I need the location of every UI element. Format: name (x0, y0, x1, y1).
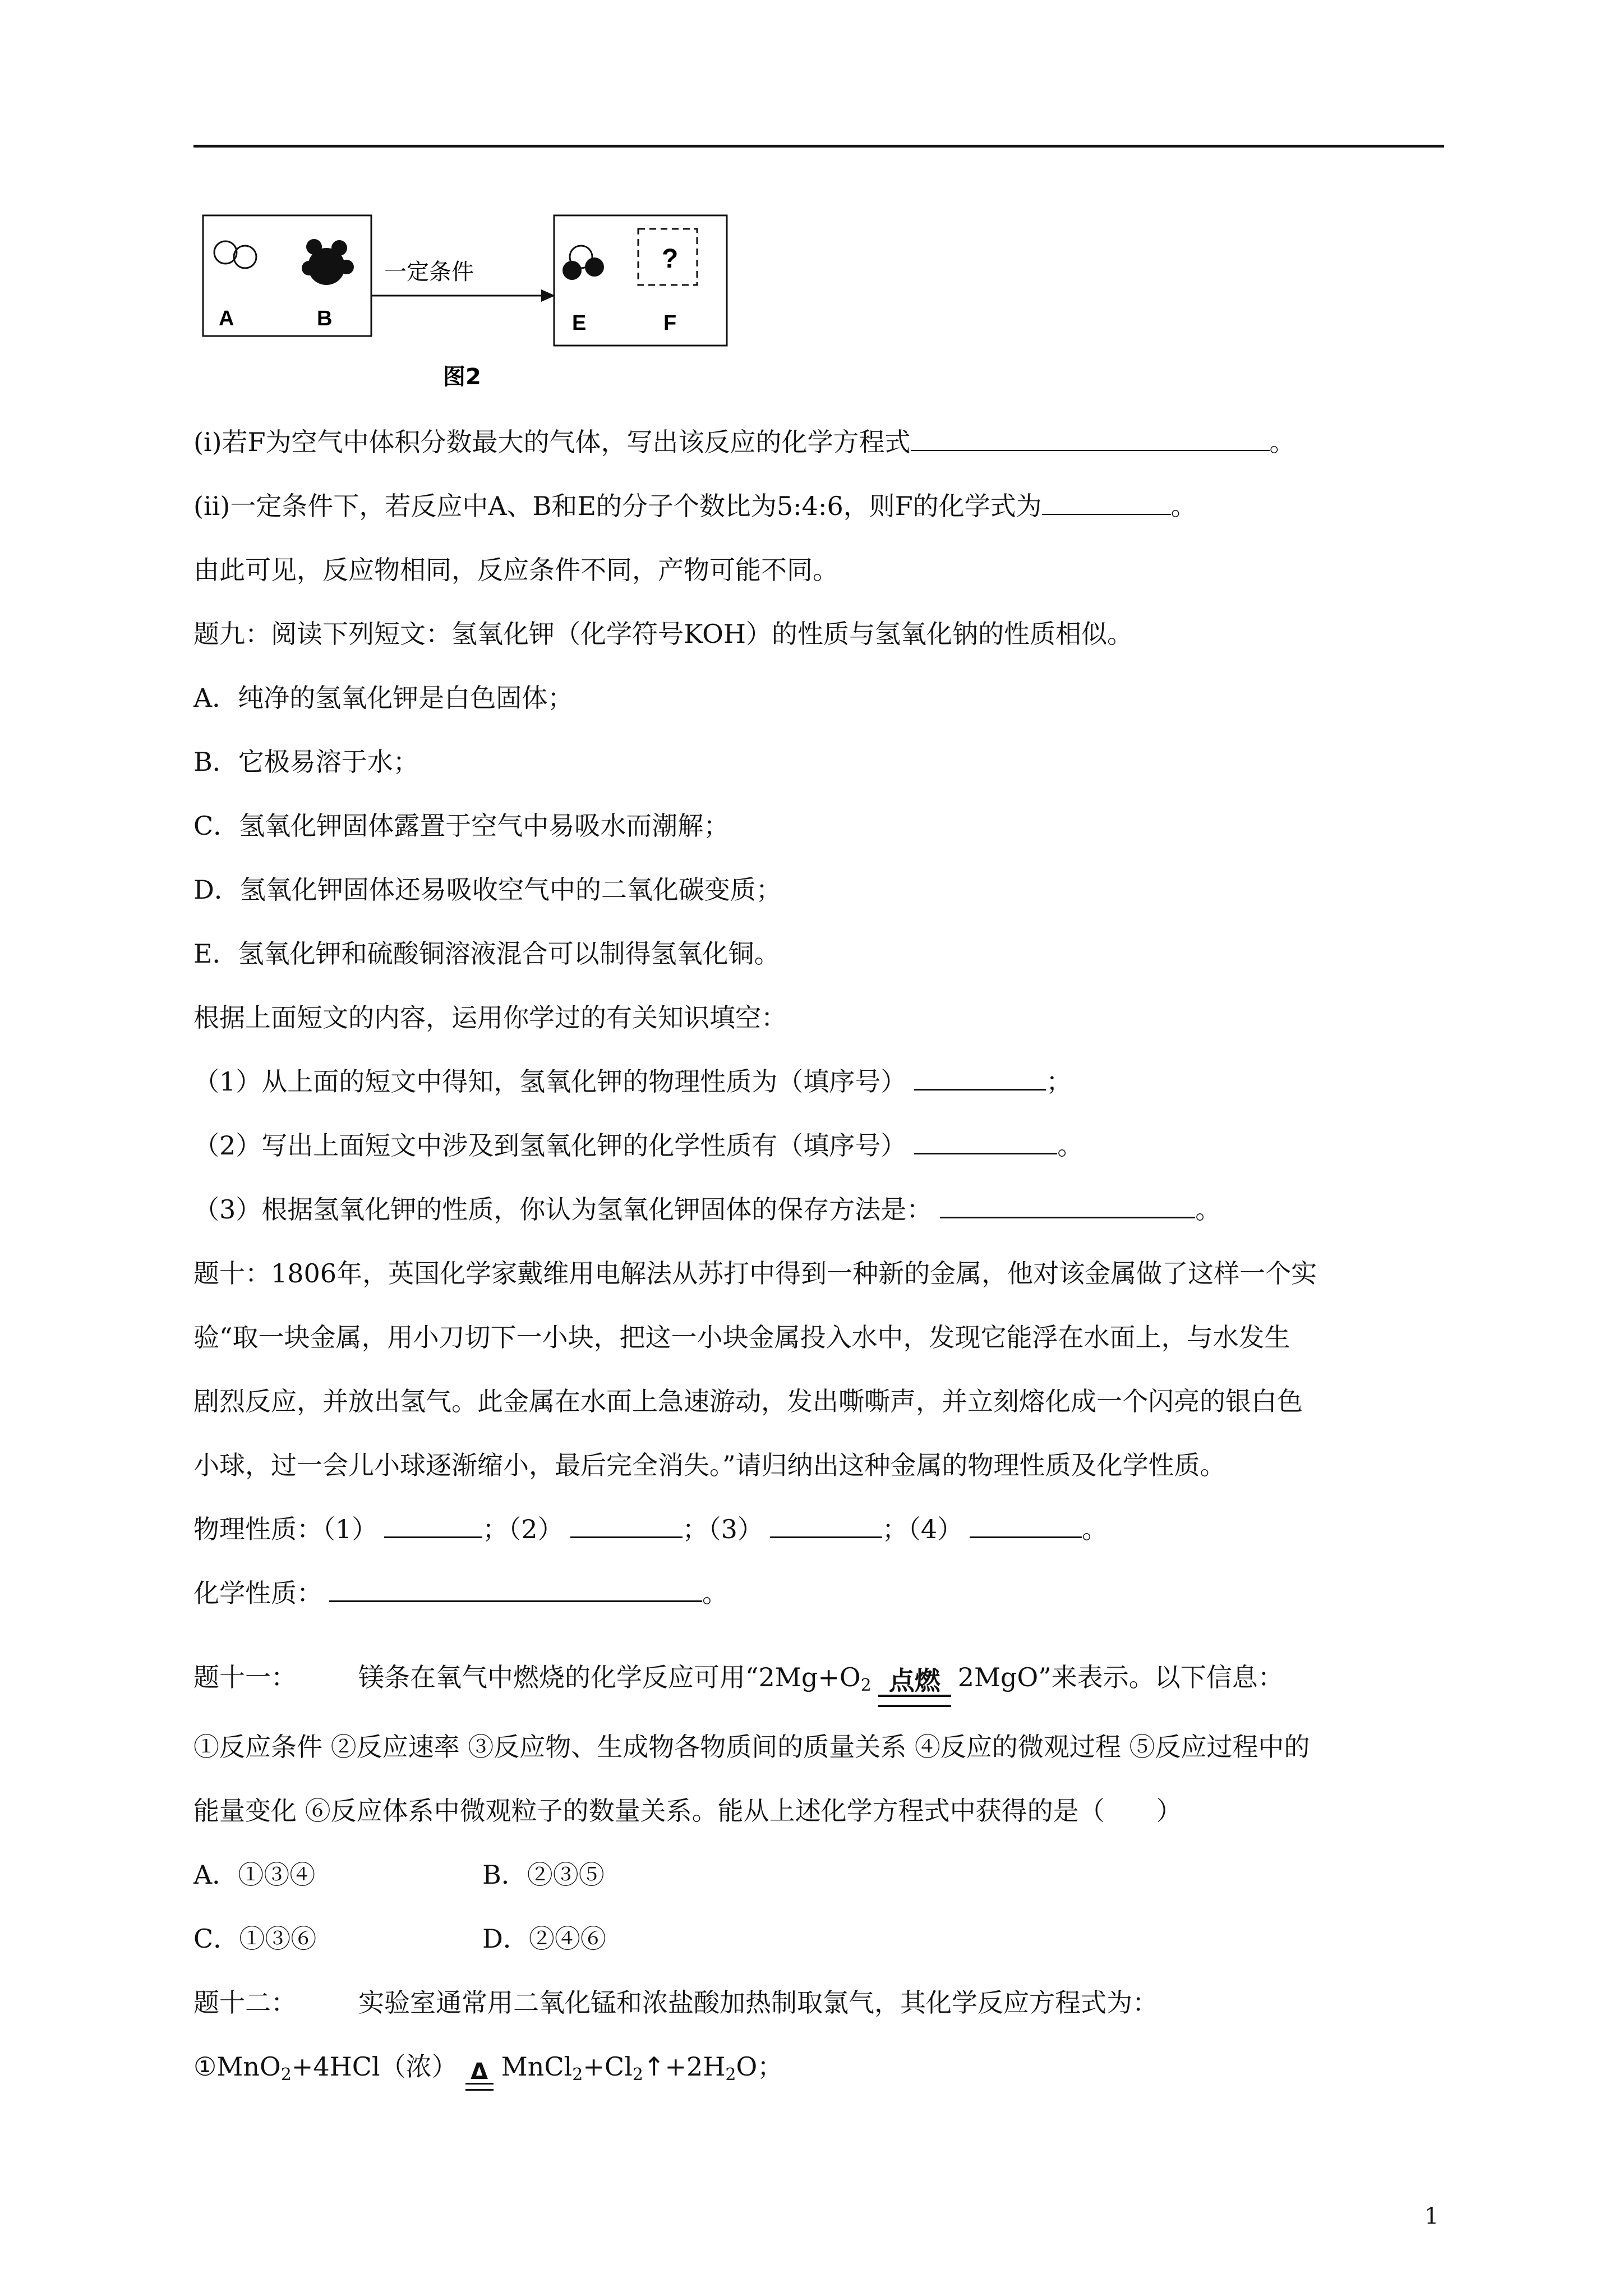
q10-line1: 题十：1806年，英国化学家戴维用电解法从苏打中得到一种新的金属，他对该金属做了这样一个实 (193, 1258, 1317, 1289)
answer-blank[interactable] (911, 427, 1270, 451)
q10-line2: 验“取一块金属，用小刀切下一小块，把这一小块金属投入水中，发现它能浮在水面上，与水发生 (193, 1322, 1290, 1352)
q9-intro: 题九：阅读下列短文：氢氧化钾（化学符号KOH）的性质与氢氧化钠的性质相似。 (193, 619, 1133, 649)
q9-item-b: B．它极易溶于水； (193, 747, 419, 777)
answer-blank[interactable] (940, 1194, 1195, 1218)
q11-line3: 能量变化 ⑥反应体系中微观粒子的数量关系。能从上述化学方程式中获得的是（ ） (193, 1796, 1182, 1826)
option-d[interactable]: D．②④⑥ (482, 1924, 606, 1954)
q10-physical: 物理性质：（1） ；（2） ；（3） ；（4） 。 (193, 1514, 1108, 1544)
gas-up-arrow: ↑ (643, 2051, 665, 2082)
answer-blank[interactable] (329, 1578, 702, 1602)
option-b[interactable]: B．②③⑤ (482, 1860, 605, 1890)
option-a[interactable]: A．①③④ (193, 1860, 316, 1890)
q11-line1: 题十一： 镁条在氧气中燃烧的化学反应可用“$2Mg+O_2$ 点燃 2MgO”来表示。以下信息： (193, 1660, 1284, 1707)
answer-blank[interactable] (570, 1514, 683, 1538)
reaction-condition: 点燃 (878, 1667, 951, 1707)
reaction-diagram (202, 213, 729, 393)
reaction-arrow-head (541, 289, 555, 302)
q9-sub1: （1）从上面的短文中得知，氢氧化钾的物理性质为（填序号） ； (193, 1066, 1072, 1097)
q9-prompt: 根据上面短文的内容，运用你学过的有关知识填空： (193, 1002, 787, 1033)
figure-caption: 图2 (443, 364, 481, 390)
q8-part-ii: (ii)一定条件下，若反应中A、B和E的分子个数比为5:4:6，则F的化学式为 。 (193, 491, 1197, 521)
molecule-a-atom1 (214, 241, 237, 264)
molecule-e-dark1 (562, 261, 582, 280)
q9-item-a: A．纯净的氢氧化钾是白色固体； (193, 683, 574, 713)
answer-blank[interactable] (914, 1130, 1057, 1154)
answer-blank[interactable] (770, 1514, 882, 1538)
q12-equation: ①MnO$_2$+4HCl（浓） Δ $MnCl_2+Cl_2↑+2H_2O$； (193, 2050, 783, 2092)
q9-item-d: D．氢氧化钾固体还易吸收空气中的二氧化碳变质； (193, 875, 782, 905)
q8-part-i: (i)若F为空气中体积分数最大的气体，写出该反应的化学方程式 。 (193, 427, 1295, 457)
q9-sub2: （2）写出上面短文中涉及到氢氧化钾的化学性质有（填序号） 。 (193, 1130, 1083, 1161)
label-e: E (572, 311, 587, 335)
heat-condition: Δ (465, 2060, 494, 2091)
q12-intro: 题十二： 实验室通常用二氧化锰和浓盐酸加热制取氯气，其化学反应方程式为： (193, 1987, 1158, 2018)
molecule-e-dark2 (585, 257, 604, 277)
unknown-mark: ? (662, 244, 679, 274)
label-a: A (219, 307, 234, 330)
option-c[interactable]: C．①③⑥ (193, 1924, 317, 1954)
molecule-b (302, 239, 354, 285)
answer-blank[interactable] (970, 1514, 1082, 1538)
label-b: B (317, 307, 333, 330)
q9-item-e: E．氢氧化钾和硫酸铜溶液混合可以制得氢氧化铜。 (193, 938, 780, 969)
answer-blank[interactable] (914, 1066, 1046, 1091)
q9-sub3: （3）根据氢氧化钾的性质，你认为氢氧化钾固体的保存方法是： 。 (193, 1194, 1221, 1225)
q9-item-c: C．氢氧化钾固体露置于空气中易吸水而潮解； (193, 811, 730, 841)
q10-line4: 小球，过一会儿小球逐渐缩小，最后完全消失。”请归纳出这种金属的物理性质及化学性质。 (193, 1450, 1226, 1480)
molecule-a-atom2 (234, 246, 256, 268)
answer-blank[interactable] (384, 1514, 482, 1538)
answer-blank[interactable] (1042, 491, 1171, 515)
page-number: 1 (1424, 2203, 1439, 2229)
q10-line3: 剧烈反应，并放出氢气。此金属在水面上急速游动，发出嘶嘶声，并立刻熔化成一个闪亮的银白色 (193, 1386, 1303, 1416)
q10-chemical: 化学性质： 。 (193, 1578, 728, 1608)
arrow-label: 一定条件 (384, 259, 474, 285)
label-f: F (663, 311, 677, 335)
header-rule (193, 145, 1444, 148)
q8-conclusion: 由此可见，反应物相同，反应条件不同，产物可能不同。 (193, 555, 838, 585)
q11-options-row2 (193, 1922, 606, 1955)
q11-line2: ①反应条件 ②反应速率 ③反应物、生成物各物质间的质量关系 ④反应的微观过程 ⑤反应过程中的 (193, 1732, 1310, 1762)
q11-options-row1 (193, 1858, 605, 1892)
